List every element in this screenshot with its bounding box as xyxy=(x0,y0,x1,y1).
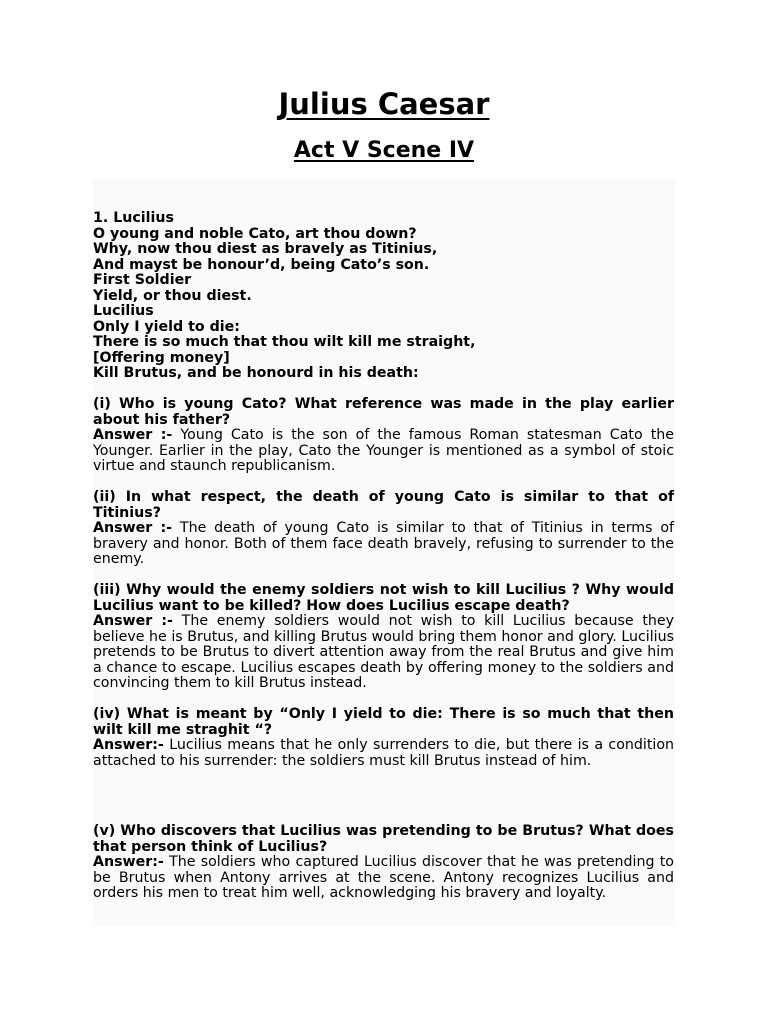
question-text: (ii) In what respect, the death of young Cato is similar to that of Titinius? xyxy=(93,489,674,521)
passage-line: There is so much that thou wilt kill me straight, xyxy=(93,334,476,350)
document-subtitle: Act V Scene IV xyxy=(293,138,475,163)
answer-label: Answer:- xyxy=(93,854,164,870)
passage-line: First Soldier xyxy=(93,272,192,288)
answer-text xyxy=(93,738,674,769)
answer-label: Answer:- xyxy=(93,737,164,753)
document-body xyxy=(93,211,674,902)
answer-text xyxy=(93,614,674,692)
answer-body: Lucilius means that he only surrenders to die, but there is a condition attached to his surrender: the soldiers must kill Brutus instead of him. xyxy=(93,737,674,769)
passage-line: 1. Lucilius xyxy=(93,210,174,226)
question-text: (i) Who is young Cato? What reference was made in the play earlier about his father? xyxy=(93,396,674,428)
answer-label: Answer :- xyxy=(93,427,173,443)
passage-line: Kill Brutus, and be honourd in his death: xyxy=(93,365,419,381)
passage-line: Only I yield to die: xyxy=(93,318,240,335)
question-block-1 xyxy=(93,397,674,475)
question-block-5 xyxy=(93,824,674,902)
question-block-4 xyxy=(93,707,674,769)
answer-text xyxy=(93,855,674,902)
passage-line: [Offering money] xyxy=(93,349,230,366)
passage-line: Lucilius xyxy=(93,303,154,319)
answer-body: The soldiers who captured Lucilius discover that he was pretending to be Brutus when Antony arrives at the scene. Antony recognizes Lucilius and orders his men to treat him well, acknowledging his bravery and loyalty. xyxy=(93,854,674,901)
answer-text xyxy=(93,521,674,568)
passage-line: Why, now thou diest as bravely as Titinius, xyxy=(93,241,438,257)
question-text: (iii) Why would the enemy soldiers not wish to kill Lucilius ? Why would Lucilius want to be killed? How does Lucilius escape death? xyxy=(93,582,674,614)
passage xyxy=(93,211,674,382)
question-block-2 xyxy=(93,490,674,568)
answer-label: Answer :- xyxy=(93,520,173,536)
answer-text xyxy=(93,428,674,475)
question-text: (v) Who discovers that Lucilius was pretending to be Brutus? What does that person think of Lucilius? xyxy=(93,823,674,855)
answer-label: Answer :- xyxy=(93,613,173,629)
document-title: Julius Caesar xyxy=(278,87,490,121)
question-text: (iv) What is meant by “Only I yield to die: There is so much that then wilt kill me straghit “? xyxy=(93,706,674,738)
answer-body: The enemy soldiers would not wish to kill Lucilius because they believe he is Brutus, and killing Brutus would bring them honor and glory. Lucilius pretends to be Brutus to divert attention away from the real Brutus and give him a chance to escape. Lucilius escapes death by offering money to the soldiers and convincing them to kill Brutus instead. xyxy=(93,613,674,691)
question-block-3 xyxy=(93,583,674,692)
answer-body: The death of young Cato is similar to that of Titinius in terms of bravery and honor. Both of them face death bravely, refusing to surrender to the enemy. xyxy=(93,520,674,567)
passage-line: Yield, or thou diest. xyxy=(93,287,252,304)
passage-line: O young and noble Cato, art thou down? xyxy=(93,225,417,242)
passage-line: And mayst be honour’d, being Cato’s son. xyxy=(93,256,430,273)
answer-body: Young Cato is the son of the famous Roman statesman Cato the Younger. Earlier in the play, Cato the Younger is mentioned as a symbol of stoic virtue and staunch republicanism. xyxy=(93,427,674,474)
